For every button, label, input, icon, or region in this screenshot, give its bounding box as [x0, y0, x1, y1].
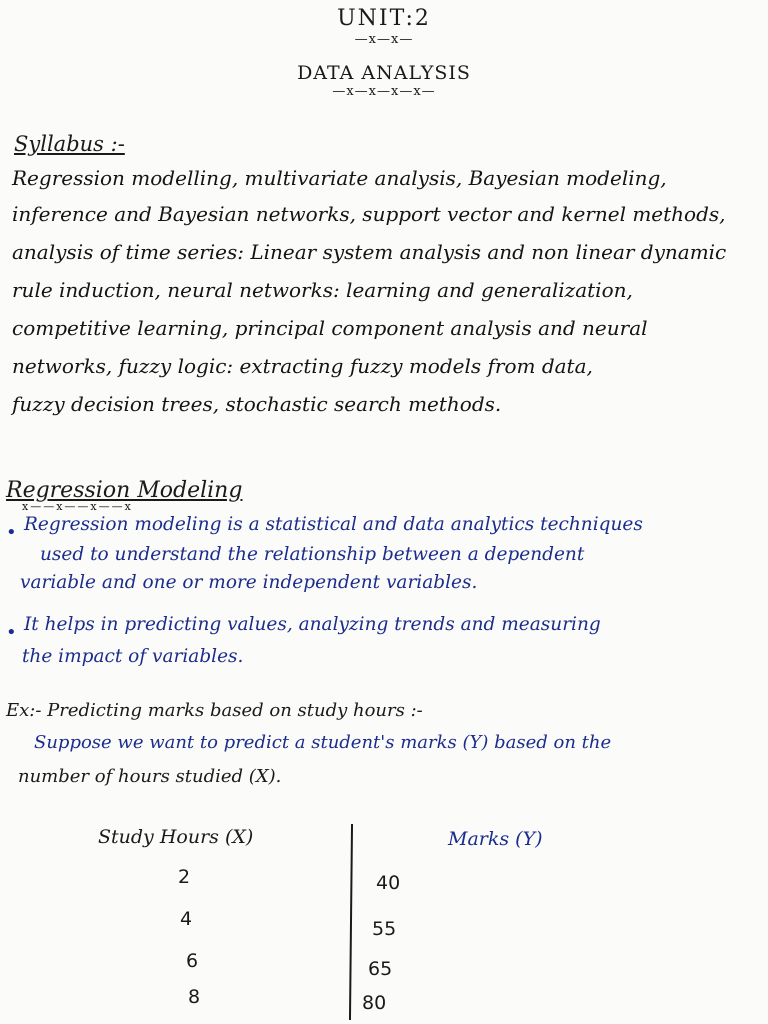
bullet-text-line: used to understand the relationship between a dependent [40, 544, 585, 565]
syllabus-line: fuzzy decision trees, stochastic search methods. [12, 392, 502, 416]
syllabus-heading: Syllabus :- [14, 132, 125, 156]
subject-title-decoration: —x—x—x—x— [332, 84, 436, 99]
bullet-text-line: variable and one or more independent variables. [20, 572, 478, 593]
regression-heading: Regression Modeling [6, 478, 243, 503]
syllabus-line: Regression modelling, multivariate analysis, Bayesian modeling, [12, 166, 667, 190]
bullet-dot: • [6, 622, 17, 643]
syllabus-line: analysis of time series: Linear system analysis and non linear dynamic [12, 240, 727, 264]
bullet-text-line: Regression modeling is a statistical and data analytics techniques [24, 514, 643, 535]
table-cell-marks: 55 [372, 918, 397, 940]
unit-title: UNIT:2 [337, 6, 431, 31]
table-header-marks: Marks (Y) [448, 828, 543, 850]
syllabus-line: networks, fuzzy logic: extracting fuzzy models from data, [12, 354, 593, 378]
table-cell-marks: 65 [368, 958, 393, 980]
example-title: Ex:- Predicting marks based on study hours :- [6, 700, 423, 721]
subject-title: DATA ANALYSIS [297, 62, 471, 84]
table-cell-marks: 80 [362, 992, 387, 1014]
bullet-text-line: the impact of variables. [22, 646, 244, 667]
syllabus-line: rule induction, neural networks: learning and generalization, [12, 278, 633, 302]
example-text-line: number of hours studied (X). [18, 766, 282, 787]
syllabus-line: competitive learning, principal component analysis and neural [12, 316, 648, 340]
table-cell-hours: 4 [180, 908, 193, 930]
table-header-study-hours: Study Hours (X) [98, 826, 254, 848]
table-cell-hours: 2 [178, 866, 191, 888]
bullet-dot: • [6, 522, 17, 543]
unit-title-decoration: —x—x— [354, 32, 414, 47]
table-cell-marks: 40 [376, 872, 401, 894]
example-text-line: Suppose we want to predict a student's marks (Y) based on the [34, 732, 612, 753]
table-cell-hours: 8 [188, 986, 201, 1008]
bullet-text-line: It helps in predicting values, analyzing trends and measuring [24, 614, 601, 635]
syllabus-line: inference and Bayesian networks, support vector and kernel methods, [12, 202, 726, 226]
table-divider [349, 824, 353, 1020]
table-cell-hours: 6 [186, 950, 199, 972]
regression-heading-decoration: x——x——x——x [22, 500, 133, 513]
